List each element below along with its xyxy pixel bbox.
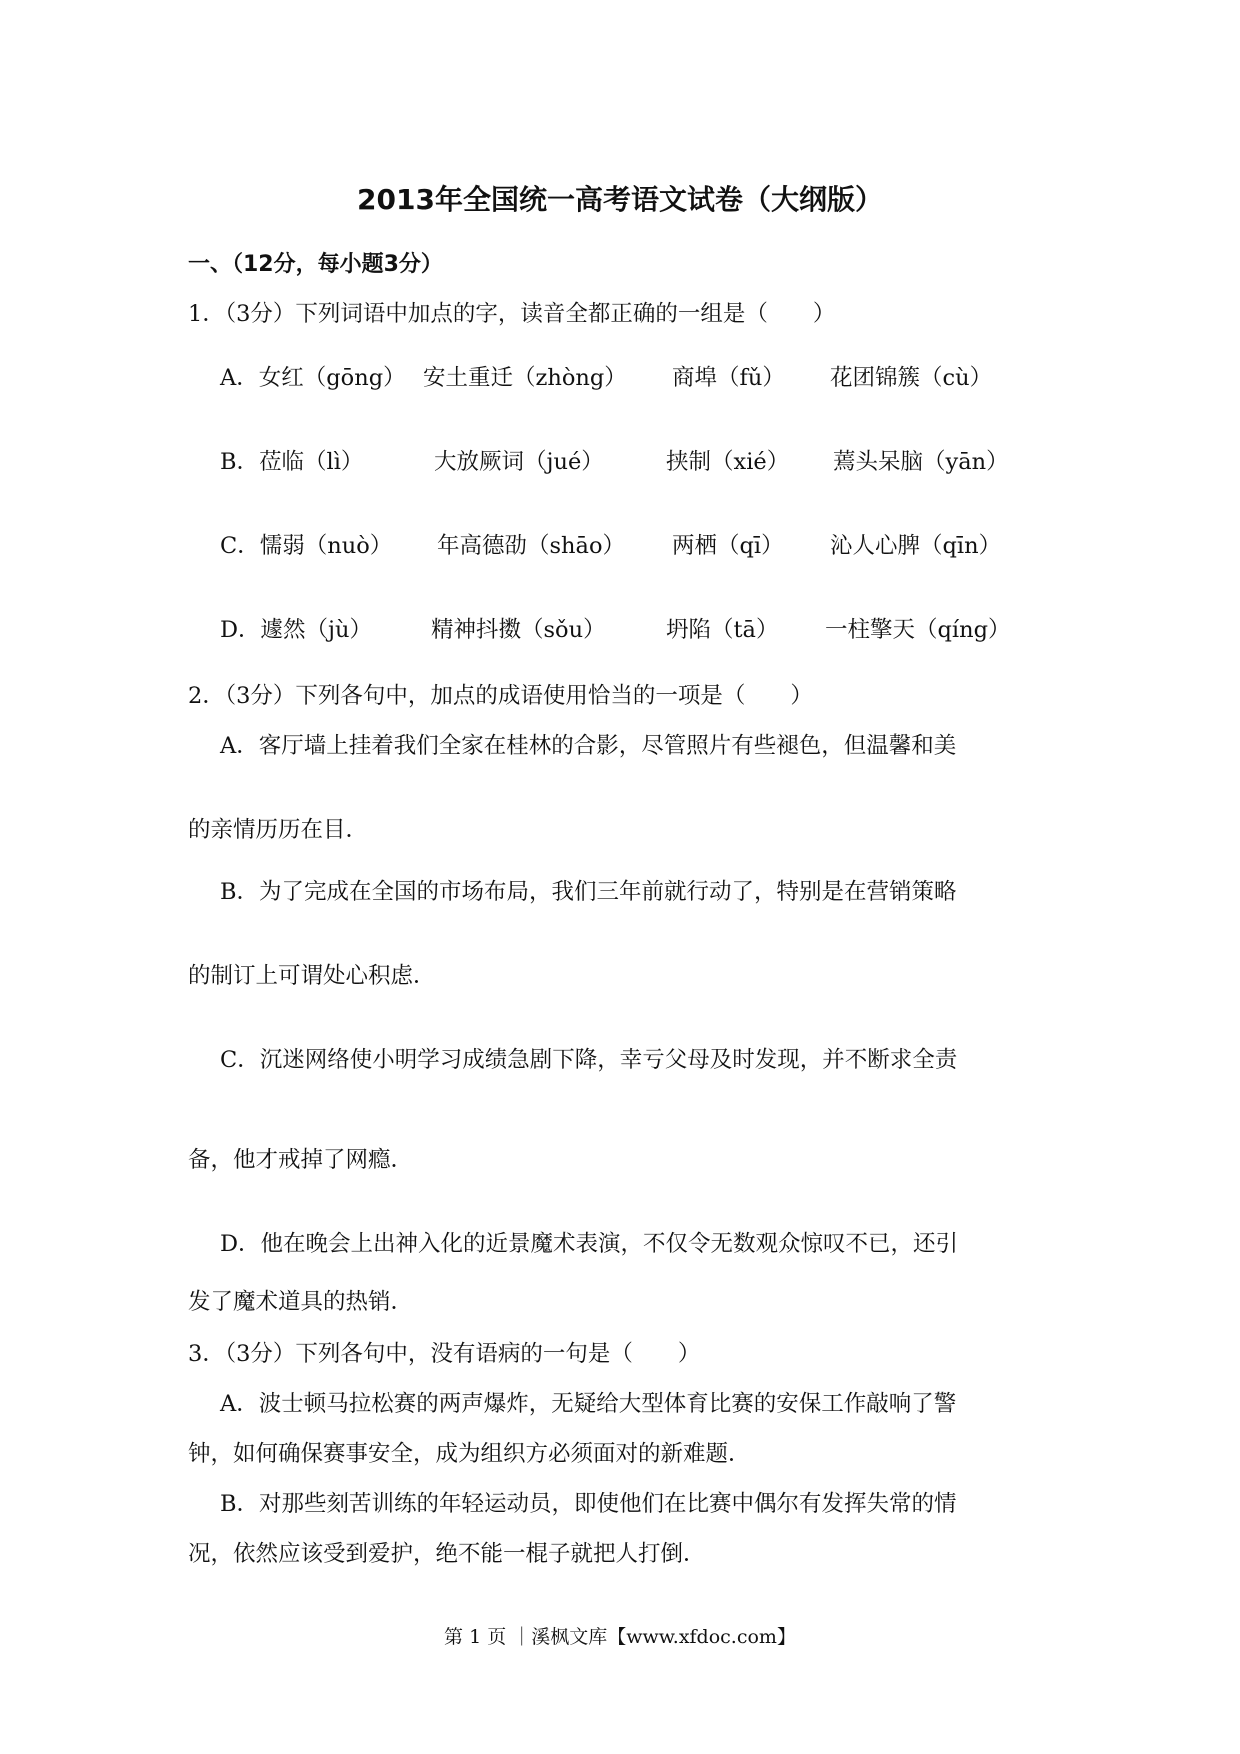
question-3-option-a-cont: 钟，如何确保赛事安全，成为组织方必须面对的新难题． xyxy=(188,1441,751,1467)
question-3-stem: 3．（3分）下列各句中，没有语病的一句是（ ） xyxy=(188,1341,701,1367)
section-heading: 一、（12分，每小题3分） xyxy=(188,252,443,277)
option-a-word-1: A．女红（gōng） xyxy=(220,365,406,391)
question-2-option-a: A．客厅墙上挂着我们全家在桂林的合影，尽管照片有些褪色，但温馨和美 xyxy=(220,733,957,759)
option-d-word-1: D．遽然（jù） xyxy=(220,617,373,643)
option-d-word-3: 坍陷（tā） xyxy=(666,617,779,643)
question-2-option-d-cont: 发了魔术道具的热销． xyxy=(188,1289,414,1315)
question-2-option-c: C．沉迷网络使小明学习成绩急剧下降，幸亏父母及时发现，并不断求全责 xyxy=(220,1047,958,1073)
question-2-stem: 2．（3分）下列各句中，加点的成语使用恰当的一项是（ ） xyxy=(188,683,813,709)
question-2-option-d: D．他在晚会上出神入化的近景魔术表演，不仅令无数观众惊叹不已，还引 xyxy=(220,1231,959,1257)
option-a-word-4: 花团锦簇（cù） xyxy=(830,365,993,391)
option-b-word-2: 大放厥词（jué） xyxy=(434,449,604,475)
option-c-word-1: C．懦弱（nuò） xyxy=(220,533,393,559)
question-2-option-a-cont: 的亲情历历在目． xyxy=(188,817,369,843)
question-3-option-b-cont: 况，依然应该受到爱护，绝不能一棍子就把人打倒． xyxy=(188,1541,706,1567)
question-2-option-b: B．为了完成在全国的市场布局，我们三年前就行动了，特别是在营销策略 xyxy=(220,879,957,905)
question-1-stem: 1．（3分）下列词语中加点的字，读音全都正确的一组是（ ） xyxy=(188,301,836,327)
option-c-word-2: 年高德劭（shāo） xyxy=(437,533,625,559)
option-d-word-4: 一柱擎天（qíng） xyxy=(825,617,1011,643)
option-b-word-4: 蔫头呆脑（yān） xyxy=(833,449,1009,475)
option-a-word-3: 商埠（fǔ） xyxy=(672,365,785,391)
option-a-word-2: 安土重迁（zhòng） xyxy=(423,365,627,391)
question-3-option-a: A．波士顿马拉松赛的两声爆炸，无疑给大型体育比赛的安保工作敲响了警 xyxy=(220,1391,957,1417)
option-d-word-2: 精神抖擞（sǒu） xyxy=(431,617,606,643)
option-c-word-4: 沁人心脾（qīn） xyxy=(830,533,1002,559)
option-b-word-1: B．莅临（lì） xyxy=(220,449,364,475)
page-title: 2013年全国统一高考语文试卷（大纲版） xyxy=(357,183,883,216)
option-b-word-3: 挟制（xié） xyxy=(666,449,790,475)
option-c-word-3: 两栖（qī） xyxy=(672,533,784,559)
question-2-option-b-cont: 的制订上可谓处心积虑． xyxy=(188,963,436,989)
question-3-option-b: B．对那些刻苦训练的年轻运动员，即使他们在比赛中偶尔有发挥失常的情 xyxy=(220,1491,957,1517)
question-2-option-c-cont: 备，他才戒掉了网瘾． xyxy=(188,1147,414,1173)
page-footer: 第 1 页 ｜溪枫文库【www.xfdoc.com】 xyxy=(444,1626,796,1648)
